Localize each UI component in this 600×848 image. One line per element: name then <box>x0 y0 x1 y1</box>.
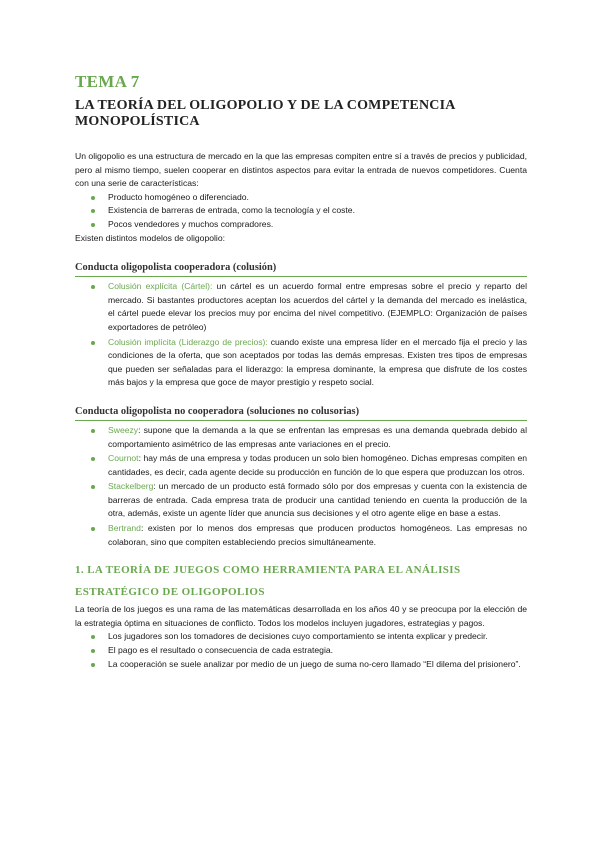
cooperative-list <box>75 280 527 390</box>
list-item: Pocos vendedores y muchos compradores. <box>75 218 527 232</box>
model-label: Sweezy <box>108 424 139 435</box>
list-item: Los jugadores son los tomadores de decisiones cuyo comportamiento se intenta explicar y predecir. <box>75 630 527 644</box>
list-item <box>75 424 527 451</box>
section-divider <box>75 276 527 277</box>
model-text: cuando existe una empresa líder en el mercado fija el precio y las condiciones de la oferta, que son aceptados por todas las demás empresas. Existen tres tipos de empresas que pueden ser señaladas para el liderazgo: la empresa dominante, la empresa que disfrute de los costes más bajos y la empresa que goce de mayor prestigio y respeto social. <box>108 336 527 388</box>
model-label: Cournot <box>108 453 139 464</box>
model-label: Colusión explícita (Cártel): <box>108 281 213 292</box>
section-divider <box>75 420 527 421</box>
list-item <box>75 522 527 549</box>
chapter-title: LA TEORÍA DEL OLIGOPOLIO Y DE LA COMPETENCIA MONOPOLÍSTICA <box>75 98 455 129</box>
model-text: un cártel es un acuerdo formal entre empresas sobre el precio y reparto del mercado. Si bastantes productores aceptan los acuerdos del cártel y la demanda del mercado es inelástica, el cártel puede elevar los precios muy por encima del nivel competitivo. (EJEMPLO: Organización de países exportadores de petróleo) <box>108 281 527 332</box>
noncooperative-heading: Conducta oligopolista no cooperadora (soluciones no colusorias) <box>75 405 360 417</box>
list-item: El pago es el resultado o consecuencia de cada estrategia. <box>75 644 527 658</box>
game-theory-list <box>75 630 527 671</box>
list-item <box>75 452 527 479</box>
cooperative-heading: Conducta oligopolista cooperadora (colusión) <box>75 262 277 274</box>
model-text: : supone que la demanda a la que se enfrentan las empresas es una demanda quebrada debido al comportamiento asimétrico de las empresas ante variaciones en el precio. <box>108 424 527 449</box>
list-item <box>75 280 527 334</box>
intro-paragraph: Un oligopolio es una estructura de mercado en la que las empresas compiten entre sí a través de precios y publicidad, pero al mismo tiempo, suelen cooperar en distintos aspectos para evitar la entrada de nuevos competidores. Cuenta con una serie de características: <box>75 151 527 189</box>
game-theory-section <box>75 559 527 671</box>
list-item <box>75 480 527 521</box>
model-label: Colusión implícita (Liderazgo de precios): <box>108 336 268 347</box>
intro-section <box>75 150 527 245</box>
models-intro: Existen distintos modelos de oligopolio: <box>75 232 226 243</box>
model-text: : hay más de una empresa y todas producen un solo bien homogéneo. Dichas empresas compiten en cantidades, es decir, cada agente decide su producción en función de lo que espera que produzcan los otros. <box>108 453 527 477</box>
list-item: La cooperación se suele analizar por medio de un juego de suma no-cero llamado “El dilema del prisionero”. <box>75 658 527 672</box>
cooperative-section <box>75 262 527 390</box>
list-item: Existencia de barreras de entrada, como la tecnología y el coste. <box>75 204 527 218</box>
chapter-number: TEMA 7 <box>75 72 140 91</box>
model-text: : un mercado de un producto está formado sólo por dos empresas y cuenta con la existencia de barreras de entrada. Cada empresa trata de producir una cantidad teniendo en cuenta la producción de la otra, además, existe un agente líder que anuncia sus decisiones y el otro agente elige en base a estas. <box>108 481 527 519</box>
list-item <box>75 336 527 390</box>
model-label: Bertrand <box>108 523 141 534</box>
game-theory-paragraph: La teoría de los juegos es una rama de las matemáticas desarrollada en los años 40 y se preocupa por la elección de la estrategia óptima en situaciones de conflicto. Todos los modelos incluyen jugadores, estrategias y pagos. <box>75 604 527 628</box>
noncooperative-section <box>75 406 527 549</box>
characteristics-list <box>75 191 527 232</box>
model-text: : existen por lo menos dos empresas que producen productos homogéneos. Las empresas no colaboran, sino que compiten estableciendo precios simultáneamente. <box>108 523 527 547</box>
noncooperative-list <box>75 424 527 549</box>
model-label: Stackelberg <box>108 481 154 492</box>
game-theory-heading: 1. LA TEORÍA DE JUEGOS COMO HERRAMIENTA PARA EL ANÁLISIS ESTRATÉGICO DE OLIGOPOLIOS <box>75 564 461 599</box>
list-item: Producto homogéneo o diferenciado. <box>75 191 527 205</box>
